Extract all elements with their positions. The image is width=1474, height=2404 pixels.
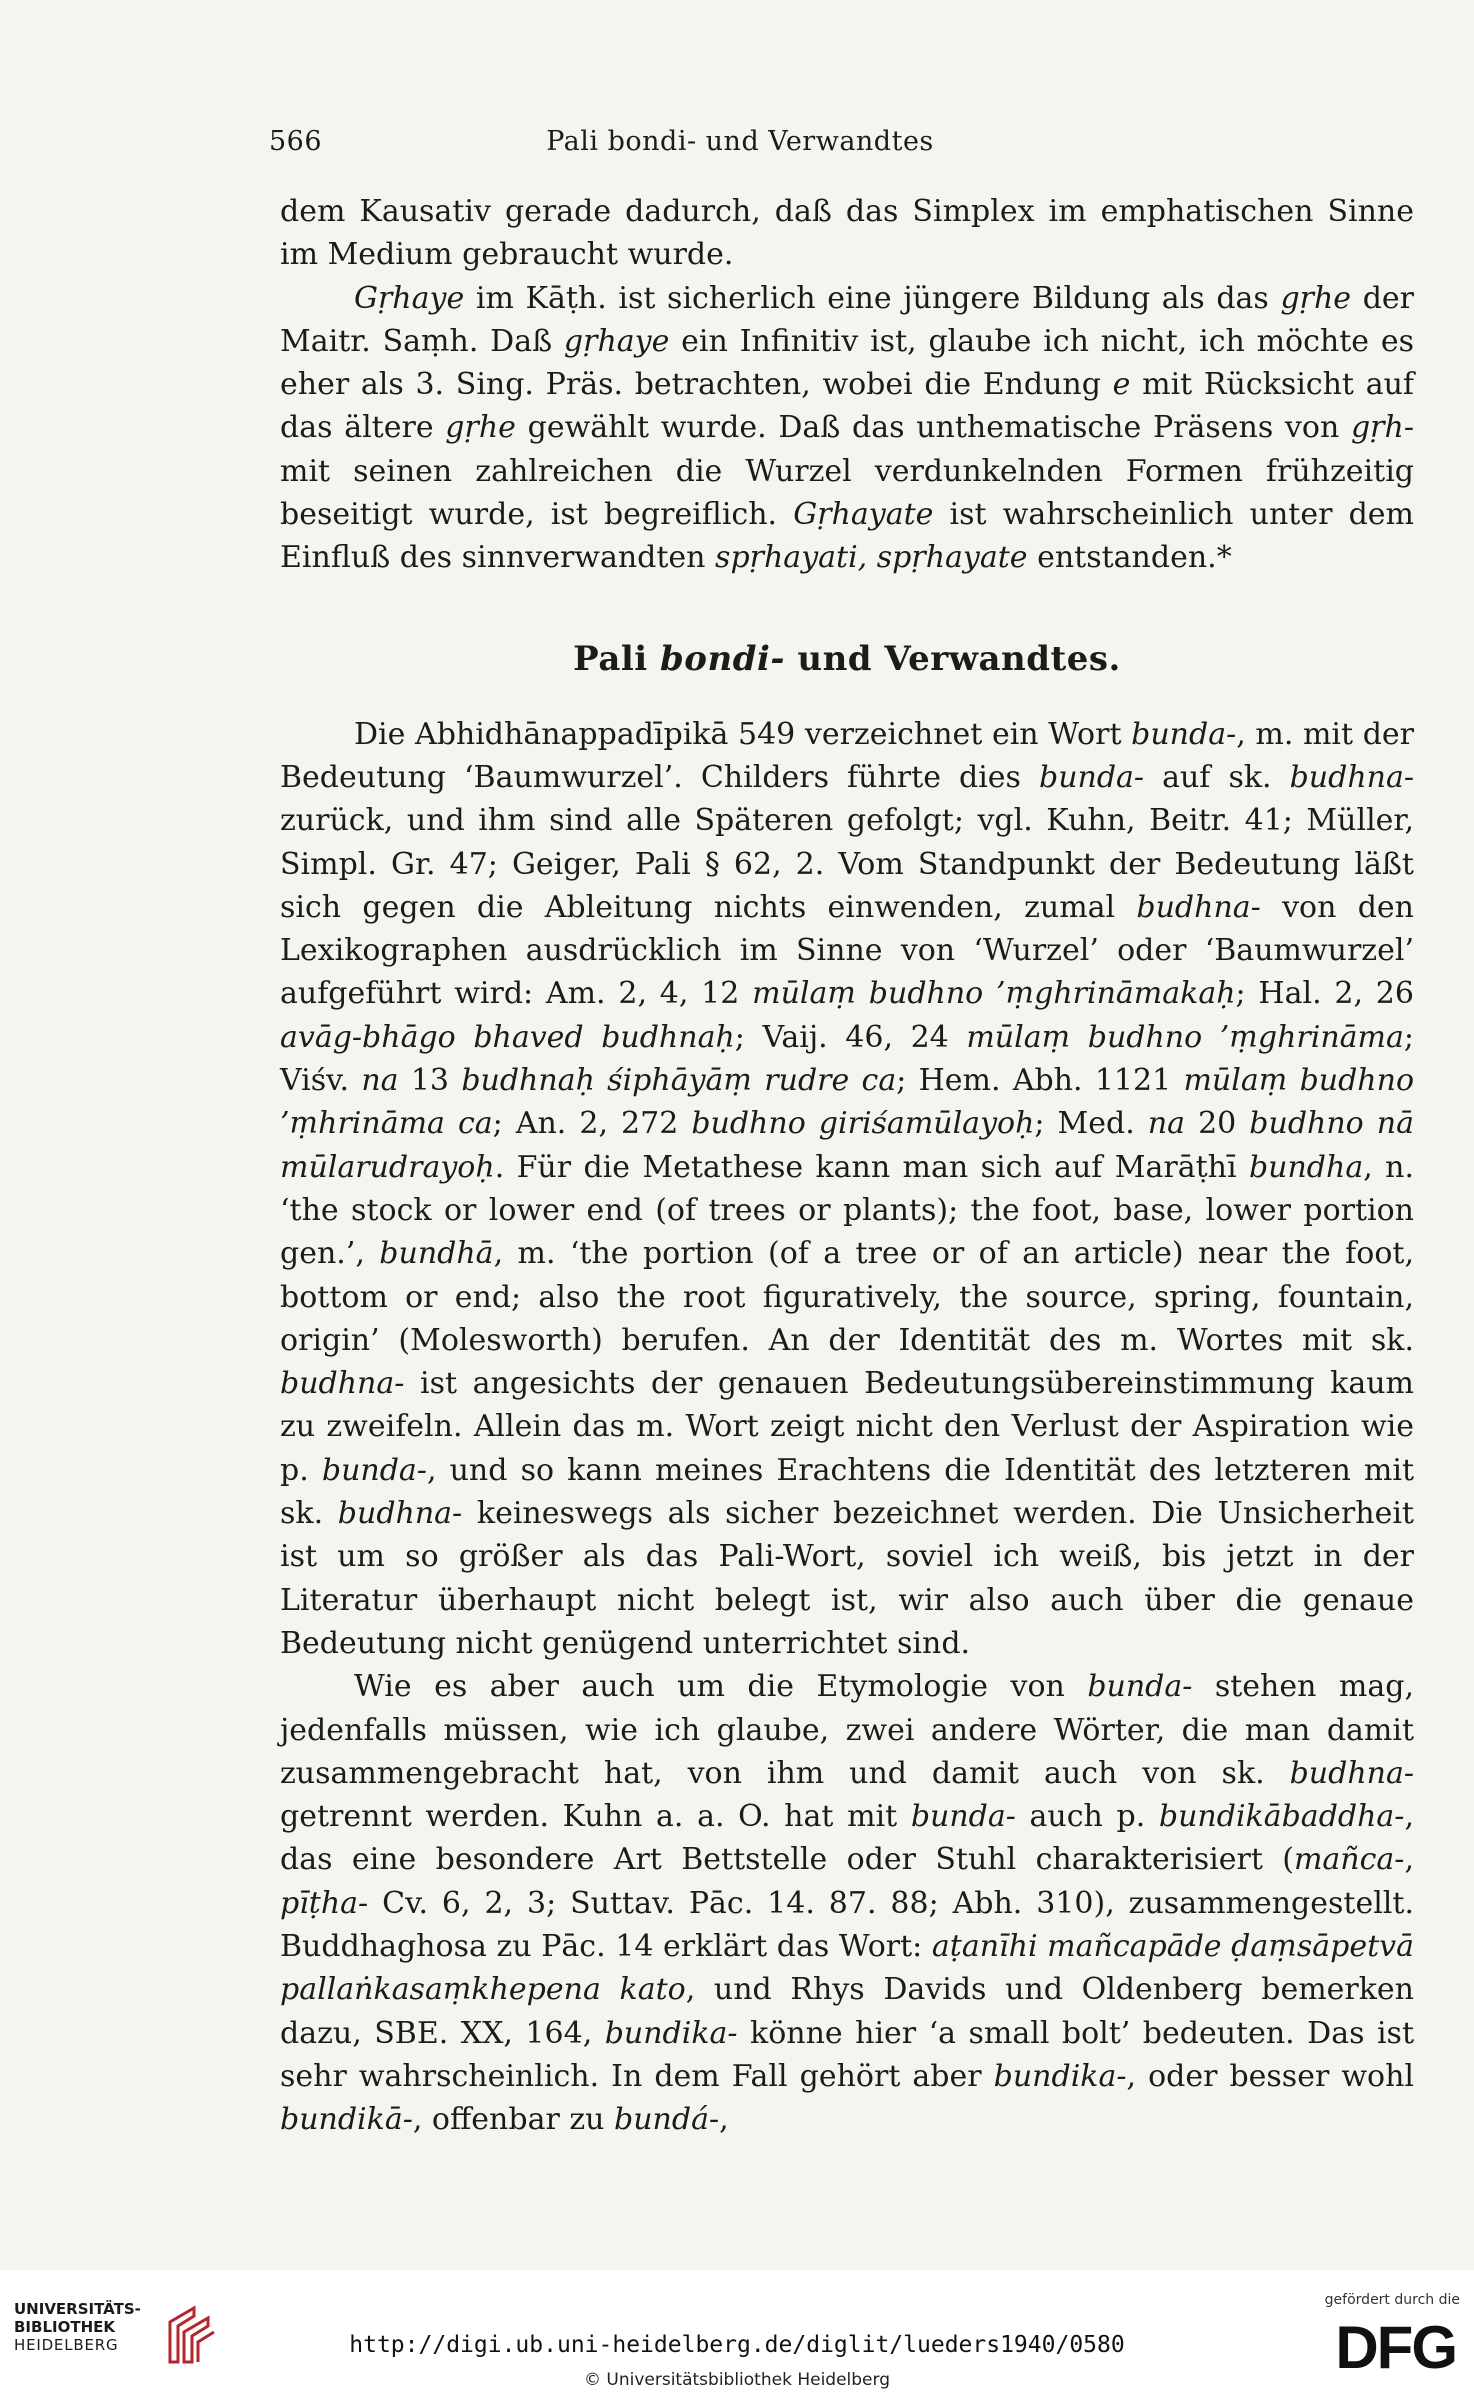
dfg-logo-text: DFG <box>1335 2314 1456 2374</box>
running-head <box>265 126 1215 166</box>
page-number: 566 <box>269 126 323 157</box>
dfg-funding-logo[interactable] <box>1300 2292 1460 2392</box>
paragraph-1: dem Kausativ gerade dadurch, daß das Simplex im emphatischen Sinne im Medium gebraucht wurde. <box>280 194 1414 273</box>
dfg-caption: gefördert durch die <box>1324 2292 1460 2308</box>
page-url-link[interactable]: http://digi.ub.uni-heidelberg.de/diglit/lueders1940/0580 <box>349 2332 1125 2358</box>
running-title: Pali bondi- und Verwandtes <box>546 126 934 157</box>
copyright-notice: © Universitätsbibliothek Heidelberg <box>583 2370 890 2390</box>
digitization-footer <box>0 2270 1474 2404</box>
paragraph-2: Gṛhaye im Kāṭh. ist sicherlich eine jüngere Bildung als das gṛhe der Maitr. Saṃh. Daß gṛhaye ein Infinitiv ist, glaube ich nicht, ich möchte es eher als 3. Sing. Präs. betrachten, wobei die Endung e mit Rücksicht auf das ältere gṛhe gewählt wurde. Daß das unthematische Präsens von gṛh- mit seinen zahlreichen die Wurzel verdunkelnden Formen frühzeitig beseitigt wurde, ist begreiflich. Gṛhayate ist wahrscheinlich unter dem Einfluß des sinnverwandten spṛhayati, spṛhayate entstanden.* <box>280 280 1415 576</box>
paragraph-3: Die Abhidhānappadīpikā 549 verzeichnet ein Wort bunda-, m. mit der Bedeutung ‘Baumwurzel’. Childers führte dies bunda- auf sk. budhna- zurück, und ihm sind alle Späteren gefolgt; vgl. Kuhn, Beitr. 41; Müller, Simpl. Gr. 47; Geiger, Pali § 62, 2. Vom Standpunkt der Bedeutung läßt sich gegen die Ableitung nichts einwenden, zumal budhna- von den Lexikographen ausdrücklich im Sinne von ‘Wurzel’ oder ‘Baumwurzel’ aufgeführt wird: Am. 2, 4, 12 mūlaṃ budhno ’ṃghrināmakaḥ; Hal. 2, 26 avāg-bhāgo bhaved budhnaḥ; Vaij. 46, 24 mūlaṃ budhno ’ṃghrināma; Viśv. na 13 budhnaḥ śiphāyāṃ rudre ca; Hem. Abh. 1121 mūlaṃ budhno ’ṃhrināma ca; An. 2, 272 budhno giriśamūlayoḥ; Med. na 20 budhno nā mūlarudrayoḥ. Für die Metathese kann man sich auf Marāṭhī bundha, n. ‘the stock or lower end (of trees or plants); the foot, base, lower portion gen.’, bundhā, m. ‘the portion (of a tree or of an article) near the foot, bottom or end; also the root figuratively, the source, spring, fountain, origin’ (Molesworth) berufen. An der Identität des m. Wortes mit sk. budhna- ist angesichts der genauen Bedeutungsübereinstimmung kaum zu zweifeln. Allein das m. Wort zeigt nicht den Verlust der Aspiration wie p. bunda-, und so kann meines Erachtens die Identität des letzteren mit sk. budhna- keineswegs als sicher bezeichnet werden. Die Unsicherheit ist um so größer als das Pali-Wort, soviel ich weiß, bis jetzt in der Literatur überhaupt nicht belegt ist, wir also auch über die genaue Bedeutung nicht genügend unterrichtet sind. <box>280 716 1415 1661</box>
library-name-line-2: BIBLIOTHEK <box>14 2318 115 2336</box>
dfg-logo-icon <box>1310 2314 1458 2374</box>
library-name-line-3: HEIDELBERG <box>14 2336 119 2354</box>
body-text <box>280 190 1414 2141</box>
section-heading: Pali bondi- und Verwandtes. <box>573 638 1121 679</box>
library-name-line-1: UNIVERSITÄTS- <box>14 2300 141 2318</box>
paragraph-4: Wie es aber auch um die Etymologie von bunda- stehen mag, jedenfalls müssen, wie ich glaube, zwei andere Wörter, die man damit zusammengebracht hat, von ihm und damit auch von sk. budhna- getrennt werden. Kuhn a. a. O. hat mit bunda- auch p. bundikābaddha-, das eine besondere Art Bettstelle oder Stuhl charakterisiert (mañca-, pīṭha- Cv. 6, 2, 3; Suttav. Pāc. 14. 87. 88; Abh. 310), zusammengestellt. Buddhaghosa zu Pāc. 14 erklärt das Wort: aṭanīhi mañcapāde ḍaṃsāpetvā pallaṅkasaṃkhepena kato, und Rhys Davids und Oldenberg bemerken dazu, SBE. XX, 164, bundika- könne hier ‘a small bolt’ bedeuten. Das ist sehr wahrscheinlich. In dem Fall gehört aber bundika-, oder besser wohl bundikā-, offenbar zu bundá-, <box>280 1669 1415 2138</box>
